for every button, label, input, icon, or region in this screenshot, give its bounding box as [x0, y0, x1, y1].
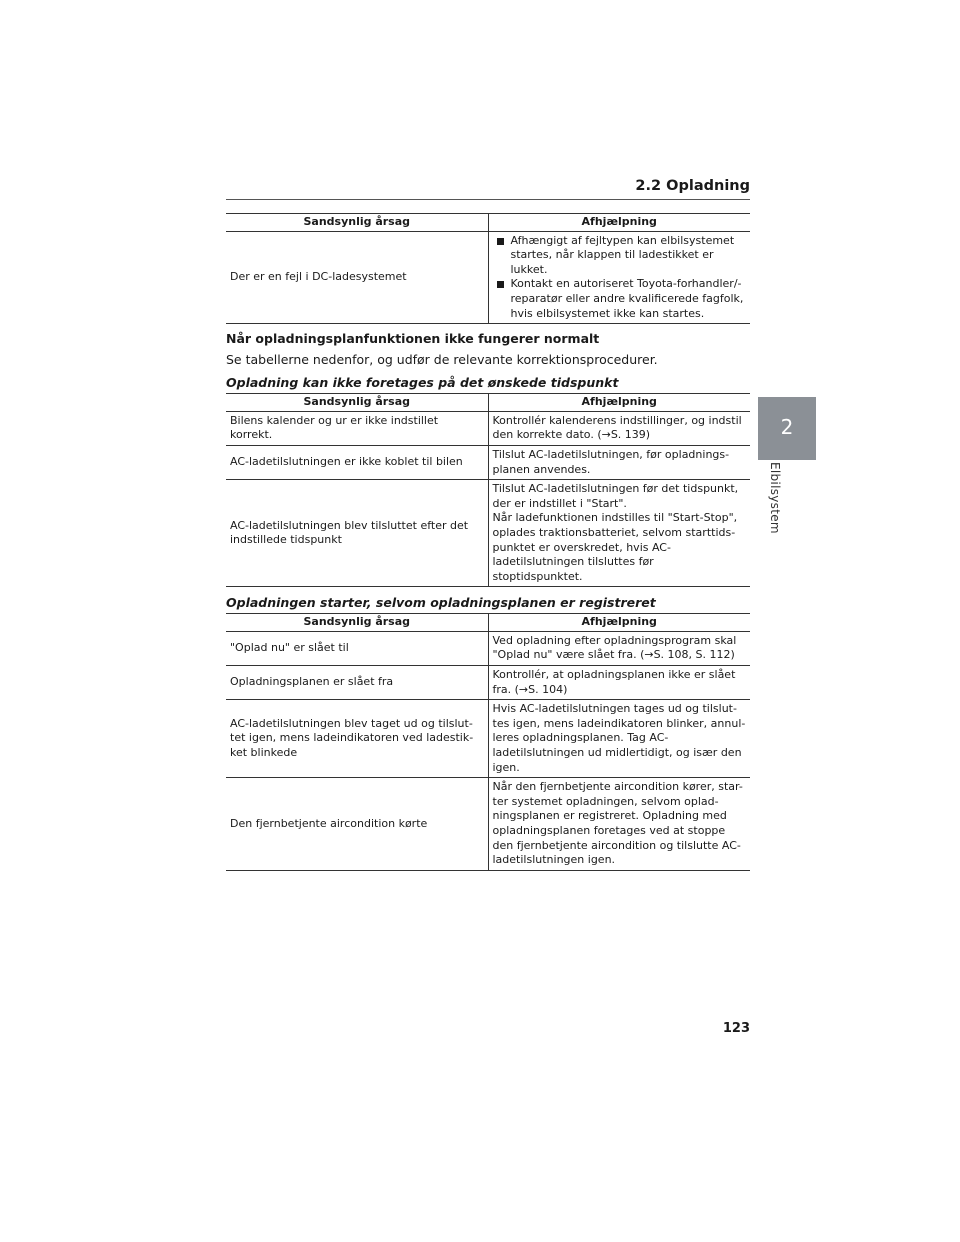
cause-cell: Den fjernbetjente aircondition kørte — [230, 816, 428, 830]
section-text: Se tabellerne nedenfor, og udfør de relevante korrektionsprocedurer. — [226, 352, 658, 368]
chapter-label: Elbilsystem — [768, 462, 782, 534]
cause-cell: AC-ladetilslutningen blev taget ud og tilslut-tet igen, mens ladeindikatoren ved ladestik-ket blinkede — [230, 716, 474, 760]
remedy-cell: Tilslut AC-ladetilslutningen, før opladnings-planen anvendes. — [488, 445, 750, 479]
column-header-remedy: Afhjælpning — [488, 394, 750, 412]
cause-cell: AC-ladetilslutningen er ikke koblet til bilen — [230, 455, 463, 469]
table-charging-starts — [226, 613, 750, 871]
cause-cell: Bilens kalender og ur er ikke indstillet korrekt. — [230, 413, 439, 442]
chapter-tab — [758, 397, 816, 460]
column-header-remedy: Afhjælpning — [488, 614, 750, 632]
cause-cell: AC-ladetilslutningen blev tilsluttet efter det indstillede tidspunkt — [230, 518, 469, 547]
column-header-cause: Sandsynlig årsag — [226, 214, 488, 232]
list-item-text: Kontakt en autoriseret Toyota-forhandler/-reparatør eller andre kvalificerede fagfolk, hvis elbilsystemet ikke kan startes. — [510, 277, 744, 320]
table-row — [226, 666, 750, 700]
section-heading: Når opladningsplanfunktionen ikke fungerer normalt — [226, 331, 600, 347]
list-item — [493, 277, 747, 321]
table-row — [226, 445, 750, 479]
remedy-cell: Tilslut AC-ladetilslutningen før det tidspunkt, der er indstillet i "Start". Når ladefunktionen indstilles til "Start-Stop", oplades traktionsbatteriet, selvom starttids-punktet er overskredet, hvis AC-ladetilslutningen tilsluttes før stoptidspunktet. — [488, 480, 750, 587]
table-row — [226, 231, 750, 324]
chapter-title: 2.2 Opladning — [635, 178, 750, 194]
square-bullet-icon — [497, 281, 504, 288]
table-title: Opladningen starter, selvom opladningsplanen er registreret — [226, 595, 656, 611]
remedy-cell: Kontrollér, at opladningsplanen ikke er slået fra. (→S. 104) — [488, 666, 750, 700]
page-content — [226, 213, 750, 871]
column-header-cause: Sandsynlig årsag — [226, 394, 488, 412]
page-number: 123 — [722, 1021, 750, 1036]
cause-cell: Opladningsplanen er slået fra — [230, 675, 394, 689]
table-row — [226, 631, 750, 665]
column-header-remedy: Afhjælpning — [488, 214, 750, 232]
table-row — [226, 778, 750, 871]
header-divider — [226, 199, 750, 200]
cause-cell: Der er en fejl i DC-ladesystemet — [230, 270, 407, 284]
remedy-cell: Ved opladning efter opladningsprogram skal "Oplad nu" være slået fra. (→S. 108, S. 112) — [488, 631, 750, 665]
cause-cell: "Oplad nu" er slået til — [230, 641, 349, 655]
column-header-cause: Sandsynlig årsag — [226, 614, 488, 632]
chapter-number: 2 — [780, 415, 794, 439]
table-title: Opladning kan ikke foretages på det ønskede tidspunkt — [226, 375, 619, 391]
list-item — [493, 234, 747, 278]
remedy-cell: Når den fjernbetjente aircondition kører, star-ter systemet opladningen, selvom oplad-ningsplanen er registreret. Opladning med opladningsplanen foretages ved at stoppe den fjernbetjente aircondition og tilslutte AC-ladetilslutningen igen. — [488, 778, 750, 871]
square-bullet-icon — [497, 238, 504, 245]
remedy-list — [493, 234, 747, 322]
remedy-cell: Hvis AC-ladetilslutningen tages ud og tilslut-tes igen, mens ladeindikatoren blinker, annul-leres opladningsplanen. Tag AC-ladetilslutningen ud midlertidigt, og især den igen. — [488, 700, 750, 778]
table-schedule-not-working — [226, 393, 750, 587]
table-row — [226, 480, 750, 587]
list-item-text: Afhængigt af fejltypen kan elbilsystemet startes, når klappen til ladestikket er lukket. — [510, 233, 735, 276]
remedy-cell — [488, 231, 750, 324]
table-row — [226, 411, 750, 445]
table-dc-fault — [226, 213, 750, 324]
remedy-cell: Kontrollér kalenderens indstillinger, og indstil den korrekte dato. (→S. 139) — [488, 411, 750, 445]
table-row — [226, 700, 750, 778]
